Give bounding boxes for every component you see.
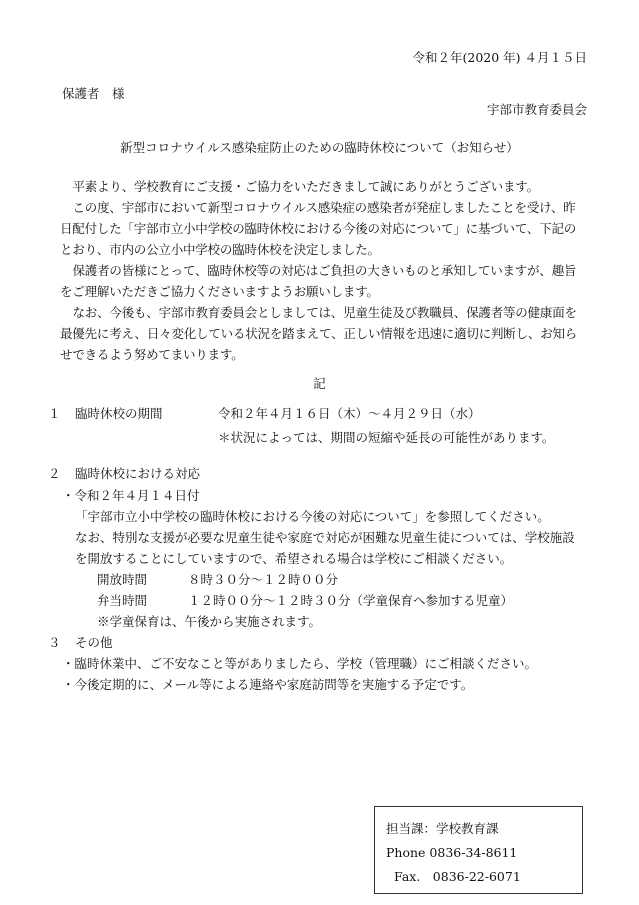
paragraph-future: なお、今後も、宇部市教育委員会としましては、児童生徒及び教職員、保護者等の健康面を最優先に考え、日々変化している状況を踏まえて、正しい情報を迅速に適切に判断し、お知らせできるよう努めてまいります。 [60,305,578,362]
paragraph-greeting: 平素より、学校教育にご支援・ご協力をいただきまして誠にありがとうございます。 [72,179,539,194]
issuer: 宇部市教育委員会 [486,102,587,117]
paragraph-request: 保護者の皆様にとって、臨時休校等の対応はご負担の大きいものと承知していますが、趣旨をご理解いただきご協力くださいますようお願いします。 [60,263,577,299]
open-hours-value: ８時３０分～１２時００分 [188,572,339,587]
section3-bullet: ・今後定期的に、メール等による連絡や家庭訪問等を実施する予定です。 [62,677,474,692]
issue-date: 令和２年(2020 年) ４月１５日 [412,50,587,65]
section3-bullet: ・臨時休業中、ご不安なこと等がありましたら、学校（管理職）にご相談ください。 [62,656,538,671]
closure-period: 令和２年４月１６日（木）～４月２９日（水） [218,406,481,421]
section3-number: ３ [48,635,61,650]
section2-label: 臨時休校における対応 [75,466,201,481]
after-school-care-note: ※学童保育は、午後から実施されます。 [97,614,322,629]
closure-period-note: ＊状況によっては、期間の短縮や延長の可能性があります。 [218,430,555,445]
contact-fax: Fax. 0836-22-6071 [394,869,521,884]
section3-label: その他 [75,635,113,650]
lunch-time-label: 弁当時間 [97,593,148,608]
section1-number: １ [48,406,61,421]
section2-line: なお、特別な支援が必要な児童生徒や家庭で対応が困難な児童生徒については、学校施設 [75,530,575,545]
section2-line: 「宇部市立小中学校の臨時休校における今後の対応について」を参照してください。 [75,509,550,524]
open-hours-label: 開放時間 [97,572,148,587]
section2-line: を開放することにしていますので、希望される場合は学校にご相談ください。 [75,551,513,566]
section2-number: ２ [48,466,61,481]
contact-phone: Phone 0836-34-8611 [386,845,518,860]
document-title: 新型コロナウイルス感染症防止のための臨時休校について（お知らせ） [120,140,519,155]
contact-department: 担当課：学校教育課 [386,821,499,836]
section1-label: 臨時休校の期間 [75,406,163,421]
ki-heading: 記 [313,376,326,391]
lunch-time-value: １２時００分～１２時３０分（学童保育へ参加する児童） [188,593,514,608]
recipient: 保護者 様 [62,86,125,101]
section2-bullet: ・令和２年４月１４日付 [62,488,200,503]
paragraph-decision: この度、宇部市において新型コロナウイルス感染症の感染者が発症しましたことを受け、昨日配付した「宇部市立小中学校の臨時休校における今後の対応について」に基づいて、下記のとおり、市内の公立小中学校の臨時休校を決定しました。 [60,200,577,257]
